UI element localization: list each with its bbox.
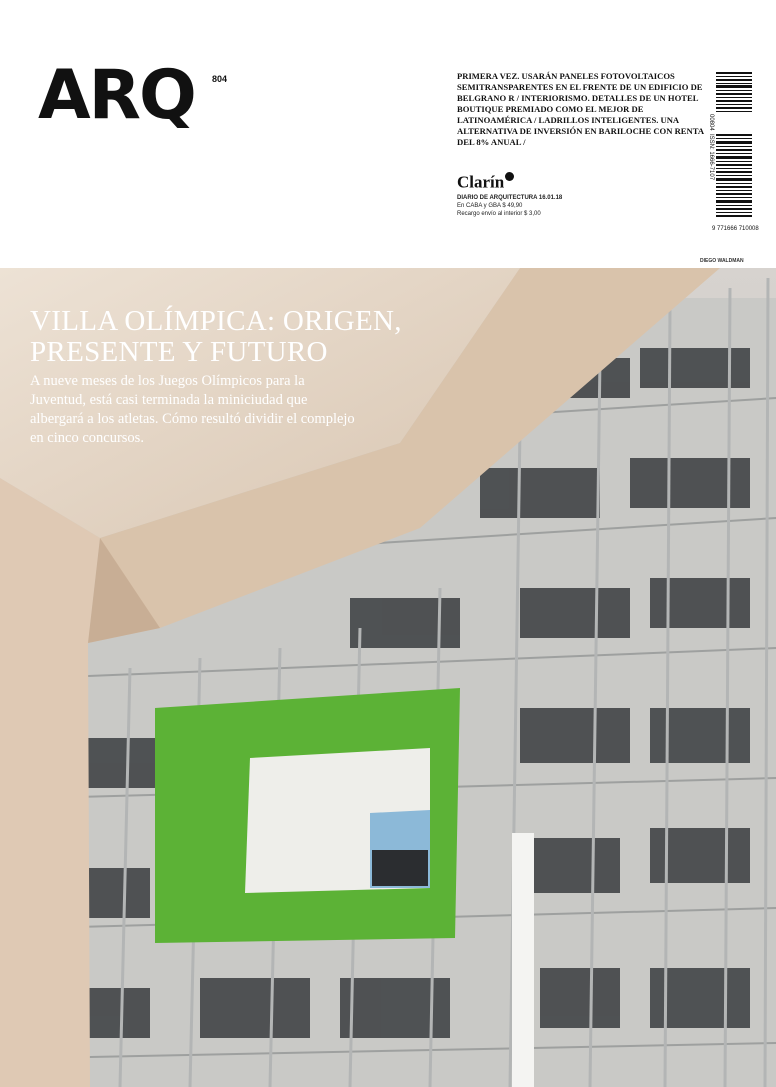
pub-info-line: Recargo envío al interior $ 3,00 — [457, 211, 541, 217]
barcode-issue-text: 00804 — [708, 114, 714, 131]
issue-number: 804 — [212, 74, 228, 84]
teaser-item[interactable]: LADRILLOS INTELIGENTES. UNA ALTERNATIVA DE INVERSIÓN EN BARILOCHE CON RENTA DEL 8% ANUAL / — [457, 115, 704, 147]
barcode-small — [716, 72, 752, 112]
teaser-block — [457, 71, 709, 148]
teaser-item[interactable]: PRIMERA VEZ. USARÁN PANELES FOTOVOLTAICOS SEMITRANSPARENTES EN EL FRENTE DE UN EDIFICIO DE BELGRANO R / — [457, 71, 703, 103]
arq-logo: ARQ — [38, 56, 195, 135]
clarin-logo-mark — [505, 172, 514, 181]
photo-credit: DIEGO WALDMAN — [700, 258, 744, 264]
white-pole — [512, 833, 534, 1087]
clarin-logo — [457, 172, 514, 193]
green-frame — [155, 688, 460, 943]
barcode — [708, 72, 759, 232]
issn-text: ISSN: 1666-7107 — [708, 134, 714, 181]
barcode-large — [716, 134, 752, 217]
teaser-item[interactable]: INTERIORISMO. DETALLES DE UN HOTEL BOUTIQUE PREMIADO COMO EL MEJOR DE LATINOAMÉRICA / — [457, 93, 699, 125]
cover-deck: A nueve meses de los Juegos Olímpicos para la Juventud, está casi terminada la miniciudad que albergará a los atletas. Cómo resultó dividir el complejo en cinco concursos. — [30, 373, 355, 446]
clarin-logo-text: Clarín — [457, 172, 505, 192]
pub-info-line: DIARIO DE ARQUITECTURA 16.01.18 — [457, 195, 563, 201]
masthead — [0, 0, 776, 268]
cover-headline[interactable]: VILLA OLÍMPICA: ORIGEN, PRESENTE Y FUTURO — [30, 305, 402, 368]
barcode-digits: 9 771666 710008 — [712, 226, 759, 232]
pub-info-line: En CABA y GBA $ 49,90 — [457, 203, 523, 209]
publication-info — [457, 194, 562, 218]
